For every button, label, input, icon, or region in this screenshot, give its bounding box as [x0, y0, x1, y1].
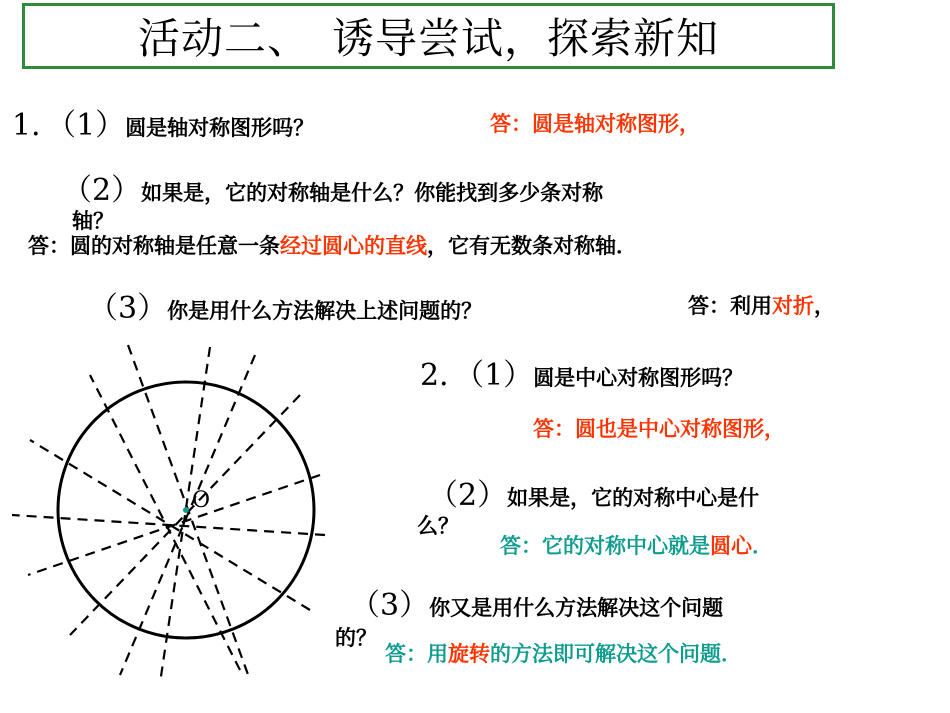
- circle-center-dot: [183, 507, 189, 513]
- q1-part1-number: 1．（1）: [12, 108, 126, 143]
- q2-part2-answer: [500, 530, 773, 560]
- q2-part2-text-cont: 么？: [417, 514, 459, 538]
- q1-part1: [12, 100, 314, 144]
- center-label: O: [192, 488, 211, 513]
- symmetry-axis: [70, 395, 300, 635]
- q2-part3-text: 你又是用什么方法解决这个问题: [429, 596, 724, 620]
- q2-part1-text: 圆是中心对称图形吗？: [533, 366, 744, 390]
- q2-part3-answer: [385, 638, 742, 668]
- q1-part3-text: 你是用什么方法解决上述问题的？: [167, 299, 483, 323]
- q1-part1-answer: 答：圆是轴对称图形，: [490, 112, 700, 136]
- q1-part2-number: （2）: [62, 173, 142, 208]
- q2-part1: [420, 350, 743, 394]
- q2-part3-answer-b: 旋转: [448, 642, 490, 666]
- q1-part2-answer-b: 经过圆心的直线: [280, 234, 427, 258]
- q2-part3-answer-c: 的方法即可解决这个问题．: [490, 642, 742, 666]
- q2-part2: [428, 470, 759, 514]
- q2-part2-number: （2）: [428, 478, 508, 513]
- q2-part1-number: 2．（1）: [420, 358, 534, 393]
- q2-part2-answer-b: 圆心: [710, 534, 752, 558]
- q2-part3-number: （3）: [350, 588, 430, 623]
- page-title: 活动二、 诱导尝试，探索新知: [137, 14, 719, 63]
- q1-part3-number: （3）: [88, 291, 168, 326]
- q2-part3-answer-a: 答：用: [385, 642, 448, 666]
- circle-diagram: [0, 335, 330, 713]
- q2-part1-answer: 答：圆也是中心对称图形，: [533, 417, 785, 441]
- q2-part2-answer-a: 答：它的对称中心就是: [500, 534, 710, 558]
- q1-part3-answer-b: 对折: [772, 294, 814, 318]
- q2-part2-answer-c: ．: [752, 534, 773, 558]
- q1-part3-answer-c: ，: [814, 294, 835, 318]
- q1-part2-text: 如果是，它的对称轴是什么？你能找到多少条对称: [141, 181, 604, 205]
- title-box: [22, 3, 835, 69]
- q1-part1-text: 圆是轴对称图形吗？: [125, 116, 315, 140]
- q2-part3-text-cont: 的？: [335, 626, 377, 650]
- q2-part3: [350, 580, 723, 624]
- q1-part3: [88, 283, 482, 327]
- q1-part2-answer-a: 答：圆的对称轴是任意一条: [28, 234, 280, 258]
- q2-part2-text: 如果是，它的对称中心是什: [507, 486, 760, 510]
- q1-part2: [62, 165, 603, 209]
- symmetry-axis: [28, 475, 320, 575]
- q1-part2-answer: [28, 230, 637, 260]
- q1-part2-answer-c: ，它有无数条对称轴．: [427, 234, 637, 258]
- q1-part2-text-cont: 轴？: [72, 209, 114, 233]
- q1-part3-answer-a: 答：利用: [688, 294, 772, 318]
- q1-part3-answer: [688, 290, 835, 320]
